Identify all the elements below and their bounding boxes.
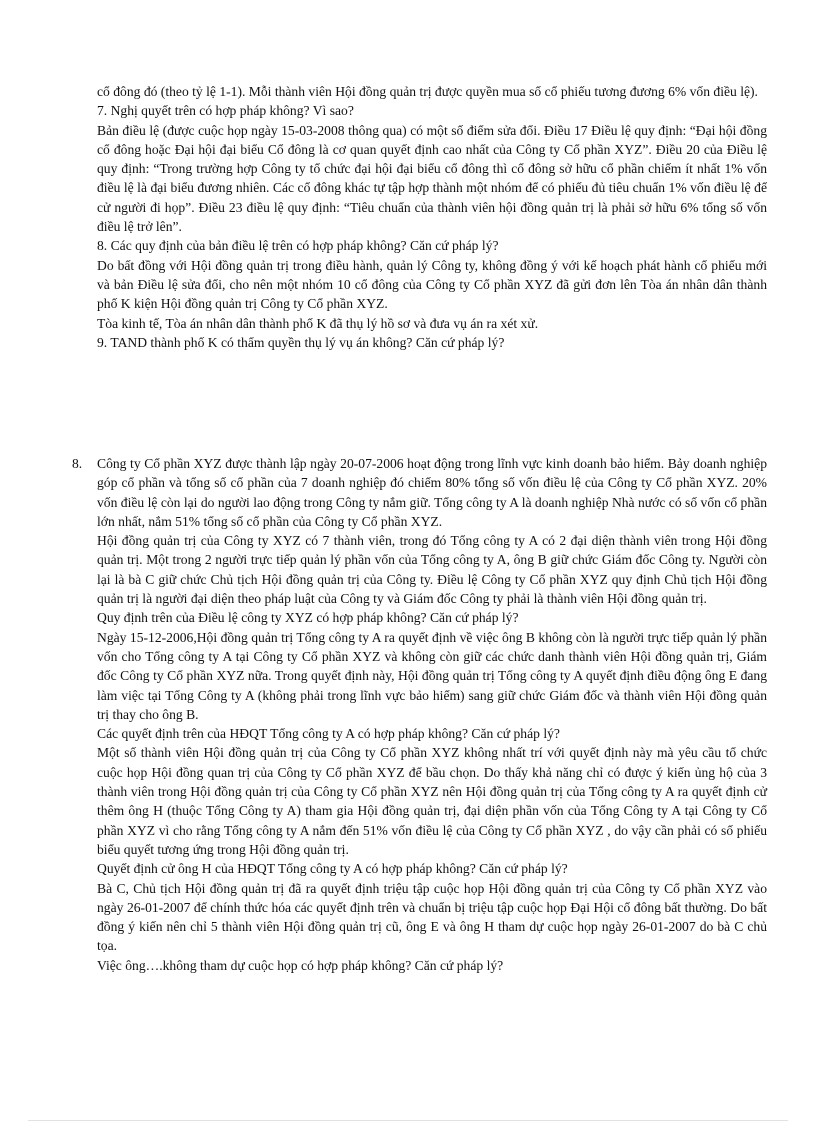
- section-number: 8.: [72, 456, 83, 471]
- paragraph: Ngày 15-12-2006,Hội đồng quản trị Tổng công ty A ra quyết định về việc ông B không còn là người trực tiếp quản lý phần vốn cho Tổng công ty A tại Công ty Cổ phần XYZ và không còn giữ các chức danh thành viên Hội đồng quản trị, Giám đốc Công ty Cổ phần XYZ nữa. Trong quyết định này, Hội đồng quản trị Tổng công ty A quyết định điều động ông E đang làm việc tại Tổng Công ty A (không phải trong lĩnh vực bảo hiểm) sang giữ chức Giám đốc và thành viên Hội đồng quản trị thay cho ông B.: [97, 629, 767, 722]
- question-7: 7. Nghị quyết trên có hợp pháp không? Vì sao?: [97, 103, 354, 119]
- paragraph: Công ty Cổ phần XYZ được thành lập ngày 20-07-2006 hoạt động trong lĩnh vực kinh doanh bảo hiểm. Bảy doanh nghiệp góp cổ phần và tổng số cổ phần của 7 doanh nghiệp đó chiếm 80% tổng số vốn điều lệ của Công ty Cổ phần XYZ. 20% vốn điều lệ còn lại do người lao động trong Công ty nắm giữ. Tổng công ty A là doanh nghiệp Nhà nước có số vốn cổ phần lớn nhất, nắm 51% tổng số cổ phần của Công ty Cổ phần XYZ.: [97, 456, 767, 529]
- paragraph: Tòa kinh tế, Tòa án nhân dân thành phố K đã thụ lý hồ sơ và đưa vụ án ra xét xử.: [97, 315, 539, 331]
- question: Quyết định cử ông H của HĐQT Tổng công ty A có hợp pháp không? Căn cứ pháp lý?: [97, 861, 568, 877]
- paragraph: Bà C, Chủ tịch Hội đồng quản trị đã ra quyết định triệu tập cuộc họp Hội đồng quản trị của Công ty Cổ phần XYZ vào ngày 26-01-2007 để chính thức hóa các quyết định trên và chuẩn bị triệu tập cuộc họp Đại Hội cổ đông bất thường. Do bất đồng ý kiến nên chỉ 5 thành viên Hội đồng quản trị cũ, ông E và ông H tham dự cuộc họp ngày 26-01-2007 do bà C chủ tọa.: [97, 880, 767, 954]
- paragraph: Hội đồng quản trị của Công ty XYZ có 7 thành viên, trong đó Tổng công ty A có 2 đại diện thành viên trong Hội đồng quản trị. Một trong 2 người trực tiếp quản lý phần vốn của Tổng công ty A, ông B giữ chức Giám đốc Công ty. Người còn lại là bà C giữ chức Chủ tịch Hội đồng quản trị của Công ty. Điều lệ Công ty Cổ phần XYZ quy định Chủ tịch Hội đồng quản trị là người đại diện theo pháp luật của Công ty và Giám đốc Công ty phải là thành viên Hội đồng quản trị.: [97, 533, 767, 607]
- question: Việc ông….không tham dự cuộc họp có hợp pháp không? Căn cứ pháp lý?: [97, 957, 504, 973]
- question-8: 8. Các quy định của bản điều lệ trên có hợp pháp không? Căn cứ pháp lý?: [97, 238, 499, 254]
- paragraph: Do bất đồng với Hội đồng quản trị trong điều hành, quản lý Công ty, không đồng ý với kế hoạch phát hành cổ phiếu mới và bản Điều lệ sửa đổi, cho nên một nhóm 10 cổ đông của Công ty Cổ phần XYZ đã gửi đơn lên Tòa án nhân dân thành phố K kiện Hội đồng quản trị Công ty Cổ phần XYZ.: [97, 257, 767, 312]
- paragraph: Bản điều lệ (được cuộc họp ngày 15-03-2008 thông qua) có một số điểm sửa đổi. Điều 17 Điều lệ quy định: “Đại hội đồng cổ đông hoặc Đại hội đại biểu Cổ đông là cơ quan quyết định cao nhất của Công ty Cổ phần XYZ”. Điều 20 của Điều lệ quy định: “Trong trường hợp Công ty tổ chức đại hội đại biểu cổ đông thì cổ đông sở hữu cổ phần chiếm ít nhất 1% vốn điều lệ là đại biểu đương nhiên. Các cổ đông khác tự tập hợp thành một nhóm để có phiếu đủ tiêu chuẩn 1% vốn điều lệ để cử người đi họp”. Điều 23 điều lệ quy định: “Tiêu chuẩn của thành viên hội đồng quản trị là phải sở hữu 6% tổng số vốn điều lệ trở lên”.: [97, 122, 767, 235]
- top-section: [97, 82, 767, 352]
- question-9: 9. TAND thành phố K có thẩm quyền thụ lý vụ án không? Căn cứ pháp lý?: [97, 334, 505, 350]
- page-divider: [28, 1120, 788, 1121]
- paragraph: Một số thành viên Hội đồng quản trị của Công ty Cổ phần XYZ không nhất trí với quyết định này mà yêu cầu tổ chức cuộc họp Hội đồng quan trị của Công ty Cổ phần XYZ để bầu chọn. Do thấy khả năng chỉ có được ý kiến ủng hộ của 3 thành viên trong Hội đồng quản trị của Công ty Cổ phần XYZ nên Hội đồng quản trị của Tổng công ty A ra quyết định cử thêm ông H (thuộc Tổng Công ty A) tham gia Hội đồng quản trị, đại diện phần vốn của Tổng Công ty A tại Công ty Cổ phần XYZ vì cho rằng Tổng công ty A nắm đến 51% vốn điều lệ của Công ty Cổ phần XYZ , do vậy cần phải có số phiếu biểu quyết tương ứng trong Hội đồng quản trị.: [97, 745, 767, 857]
- section-8: [97, 454, 767, 975]
- question: Quy định trên của Điều lệ công ty XYZ có hợp pháp không? Căn cứ pháp lý?: [97, 610, 519, 626]
- question: Các quyết định trên của HĐQT Tổng công ty A có hợp pháp không? Căn cứ pháp lý?: [97, 726, 560, 742]
- paragraph: cổ đông đó (theo tỷ lệ 1-1). Mỗi thành viên Hội đồng quản trị được quyền mua số cổ phiếu tương đương 6% vốn điều lệ).: [97, 84, 758, 99]
